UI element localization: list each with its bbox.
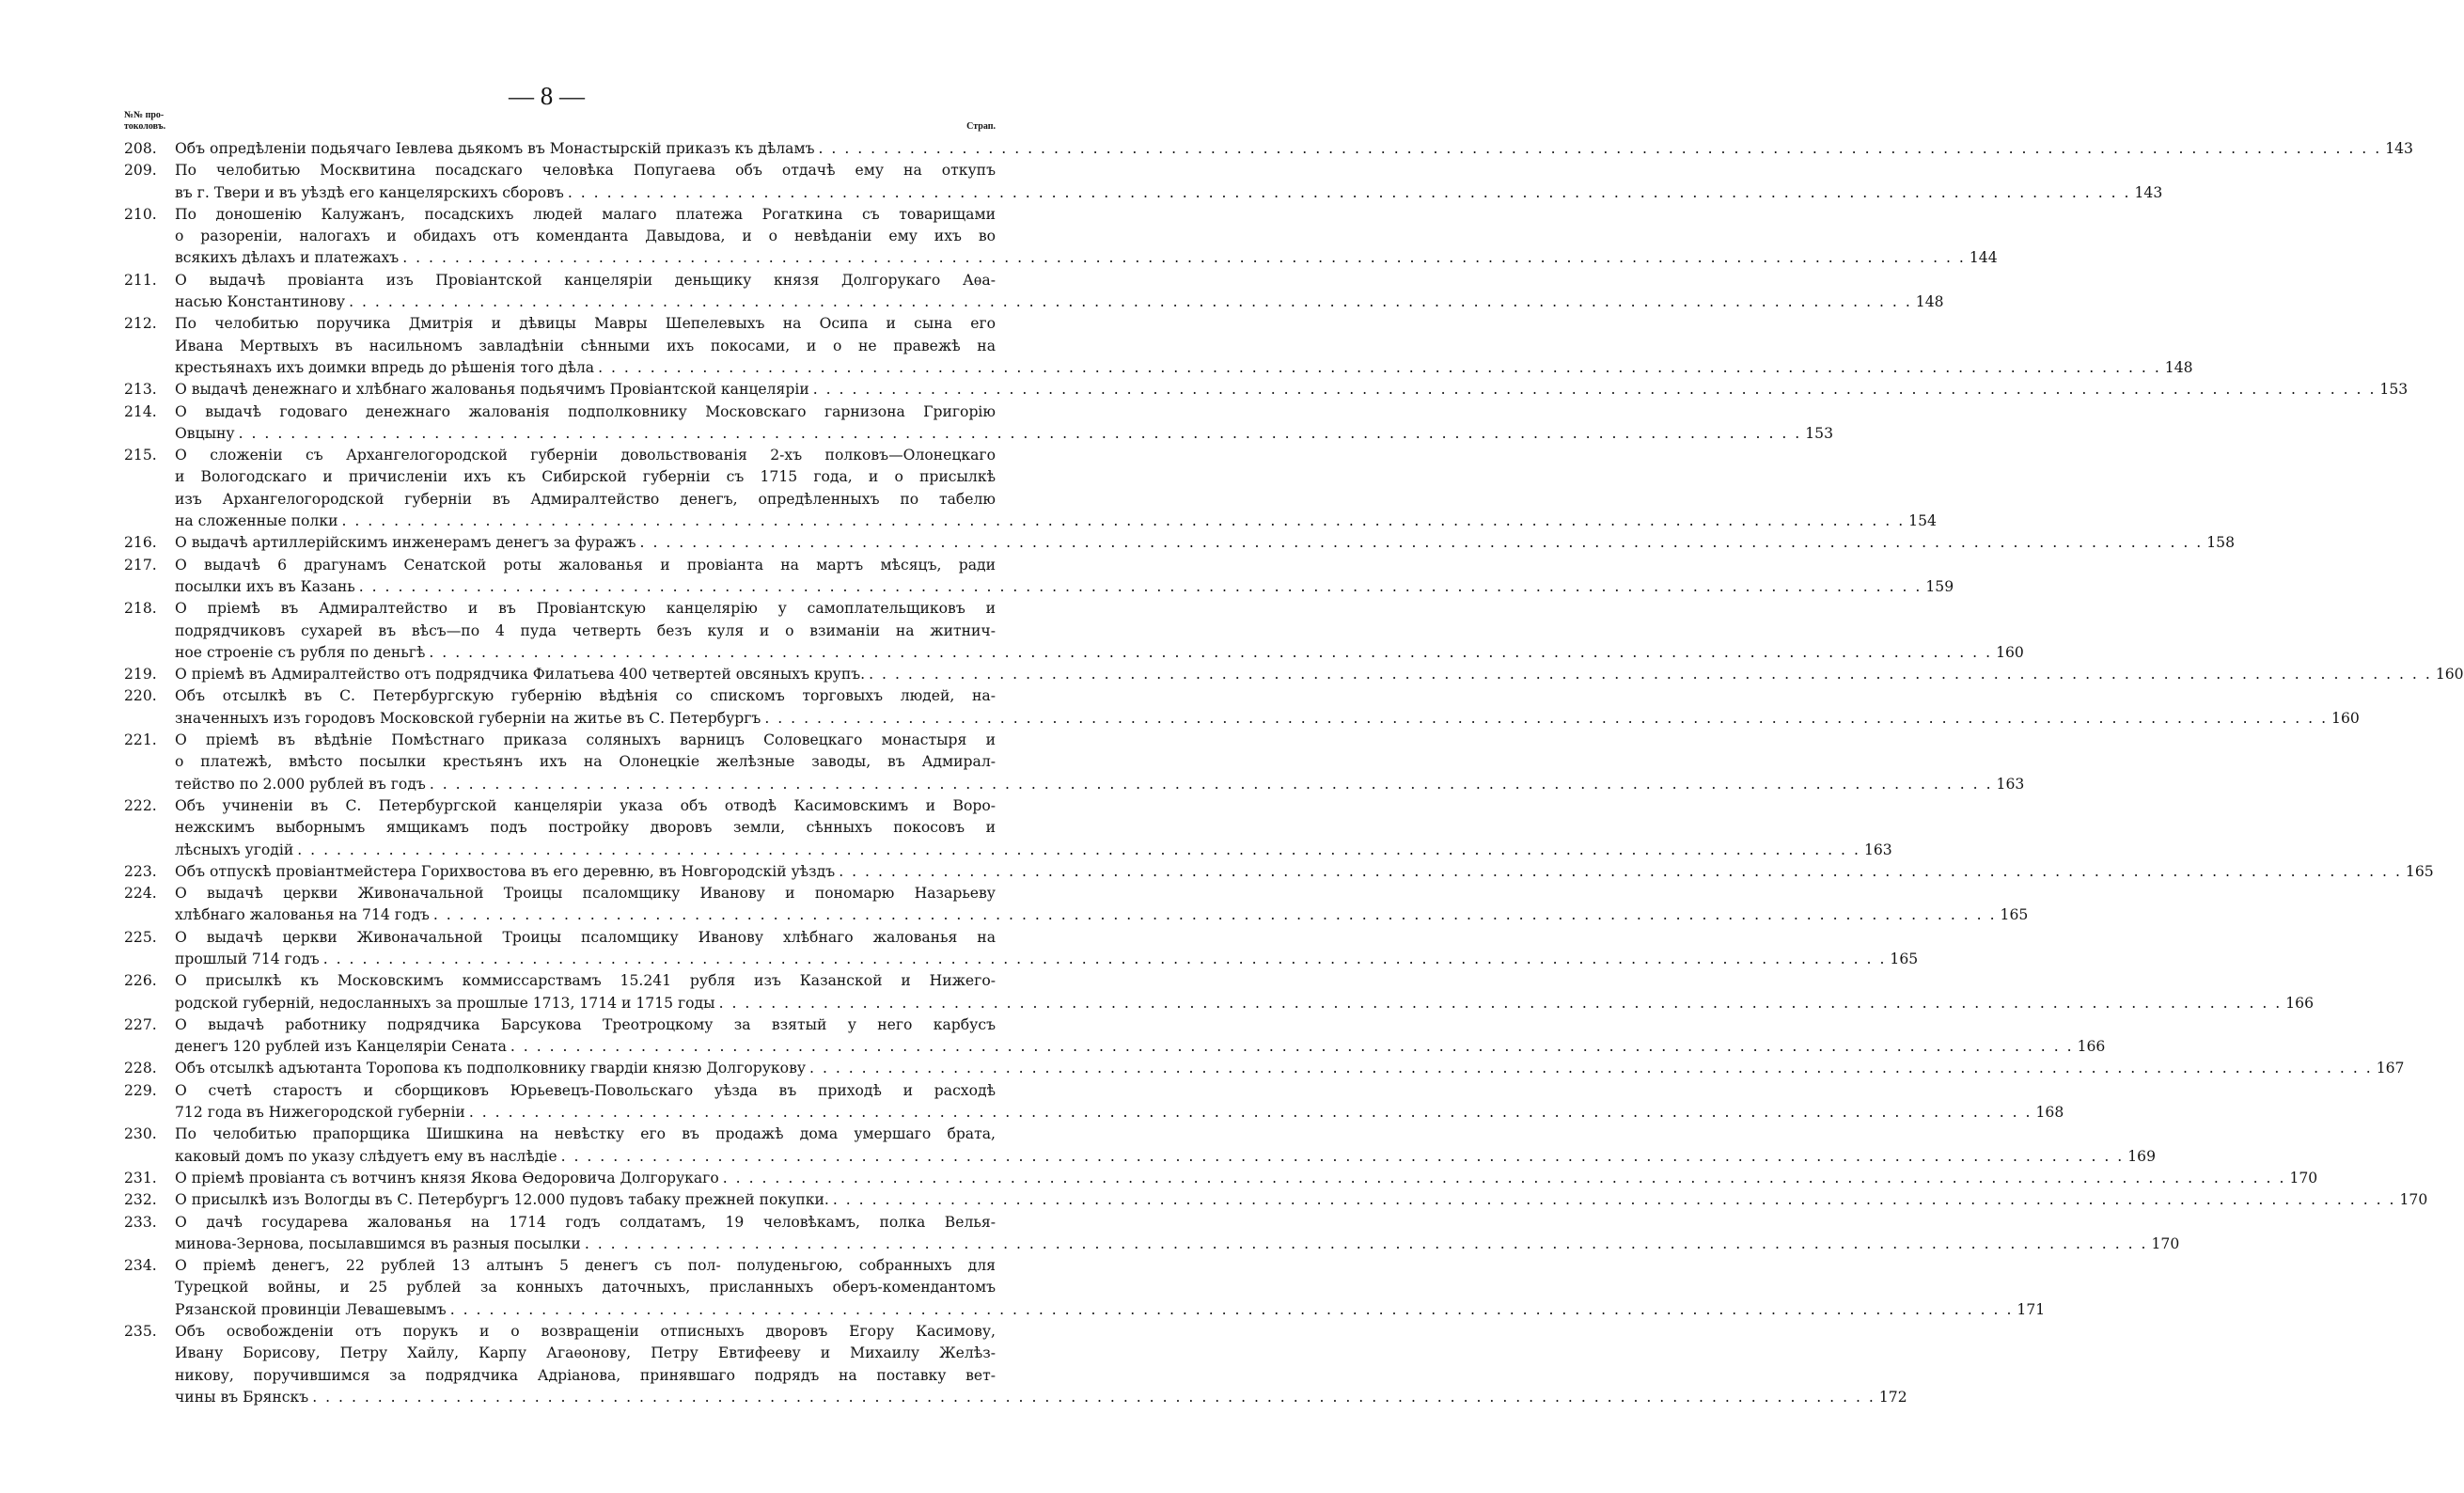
dot-leader: . . . . . . . . . . . . . . . . . . . . . . . . . . . . . . . . . . . . . . . . . . . . . . . . . . . . . . . . . . . . . . . . . . . . . . . . . . . . . . . . . . . . . . . . . . . . . . . . . . . . . . . . . . . . . . . . . . . . . . . . — [432, 906, 1997, 924]
page-reference: 170 — [2289, 1169, 2318, 1187]
entry-line-text: всякихъ дѣлахъ и платежахъ — [175, 249, 400, 267]
entry-line-text: значенныхъ изъ городовъ Московской губерніи на житье въ С. Петербургъ — [175, 709, 761, 727]
entry-text — [175, 861, 2434, 883]
entry-line: подрядчиковъ сухарей въ вѣсъ—по 4 пуда четверть безъ куля и о взиманіи на житнич- — [175, 621, 996, 639]
page-reference: 163 — [1863, 841, 1892, 858]
entry-line: Объ отсылкѣ въ С. Петербургскую губернію вѣдѣнія со спискомъ торговыхъ людей, на- — [175, 687, 996, 705]
dot-leader: . . . . . . . . . . . . . . . . . . . . . . . . . . . . . . . . . . . . . . . . . . . . . . . . . . . . . . . . . . . . . . . . . . . . . . . . . . . . . . . . . . . . . . . . . . . . . . . . . . . . . . . . . . . . . . . . . . . . . . . . — [639, 534, 2204, 552]
entry-line: и Вологодскаго и причисленіи ихъ къ Сибирской губерніи съ 1715 года, и о присылкѣ — [175, 468, 996, 486]
protocol-number: 227. — [124, 1015, 157, 1033]
list-item — [124, 664, 2464, 685]
page-reference: 170 — [2151, 1234, 2180, 1252]
protocol-number: 233. — [124, 1213, 157, 1231]
page-reference: 169 — [2127, 1147, 2157, 1165]
dot-leader: . . . . . . . . . . . . . . . . . . . . . . . . . . . . . . . . . . . . . . . . . . . . . . . . . . . . . . . . . . . . . . . . . . . . . . . . . . . . . . . . . . . . . . . . . . . . . . . . . . . . . . . . . . . . . . . . . . . . . . . . — [402, 249, 1966, 267]
page-reference: 159 — [1925, 577, 1954, 595]
entry-line — [175, 993, 2315, 1014]
page-reference: 154 — [1908, 512, 1937, 530]
dot-leader: . . . . . . . . . . . . . . . . . . . . . . . . . . . . . . . . . . . . . . . . . . . . . . . . . . . . . . . . . . . . . . . . . . . . . . . . . . . . . . . . . . . . . . . . . . . . . . . . . . . . . . . . . . . . . . . . . . . . . . . . — [598, 358, 2161, 376]
entry-line: изъ Архангелогородской губерніи въ Адмиралтейство денегъ, опредѣленныхъ по табелю — [175, 490, 996, 508]
dot-leader: . . . . . . . . . . . . . . . . . . . . . . . . . . . . . . . . . . . . . . . . . . . . . . . . . . . . . . . . . . . . . . . . . . . . . . . . . . . . . . . . . . . . . . . . . . . . . . . . . . . . . . . . . . . . . . . . . . . . . . . . — [297, 841, 1860, 858]
list-item — [124, 970, 2315, 1014]
list-item — [124, 1080, 2064, 1124]
protocol-number: 235. — [124, 1323, 157, 1341]
entry-text — [175, 379, 2409, 401]
entry-line: о разореніи, налогахъ и обидахъ отъ коменданта Давыдова, и о невѣданіи ему ихъ во — [175, 228, 996, 245]
entry-text — [175, 555, 1954, 599]
entry-line-text: О пріемѣ въ Адмиралтейство отъ подрядчика Филатьева 400 четвертей овсяныхъ крупъ. — [175, 666, 866, 684]
entry-line — [175, 511, 1937, 532]
dot-leader: . . . . . . . . . . . . . . . . . . . . . . . . . . . . . . . . . . . . . . . . . . . . . . . . . . . . . . . . . . . . . . . . . . . . . . . . . . . . . . . . . . . . . . . . . . . . . . . . . . . . . . . . . . . . . . . . . . . . . . . . — [818, 140, 2382, 157]
dot-leader: . . . . . . . . . . . . . . . . . . . . . . . . . . . . . . . . . . . . . . . . . . . . . . . . . . . . . . . . . . . . . . . . . . . . . . . . . . . . . . . . . . . . . . . . . . . . . . . . . . . . . . . . . . . . . . . . . . . . . . . . — [584, 1234, 2148, 1252]
page-reference: 160 — [1996, 643, 2024, 661]
entry-line — [175, 576, 1954, 598]
entry-line: Турецкой войны, и 25 рублей за конныхъ даточныхъ, присланныхъ оберъ-комендантомъ — [175, 1279, 996, 1297]
entry-text — [175, 927, 1919, 971]
entry-line: о платежѣ, вмѣсто посылки крестьянъ ихъ на Олонецкіе желѣзные заводы, въ Адмирал- — [175, 753, 996, 771]
entry-line: Объ учиненіи въ С. Петербургской канцеляріи указа объ отводѣ Касимовскимъ и Воро- — [175, 796, 996, 814]
protocol-number: 218. — [124, 600, 157, 618]
list-item — [124, 532, 2235, 554]
entry-line — [175, 1058, 2405, 1079]
entry-text — [175, 138, 2413, 160]
entry-line — [175, 1168, 2318, 1189]
dot-leader: . . . . . . . . . . . . . . . . . . . . . . . . . . . . . . . . . . . . . . . . . . . . . . . . . . . . . . . . . . . . . . . . . . . . . . . . . . . . . . . . . . . . . . . . . . . . . . . . . . . . . . . . . . . . . . . . . . . . . . . . — [764, 709, 2329, 727]
entry-line — [175, 904, 2029, 926]
page-reference: 171 — [2017, 1300, 2046, 1318]
list-item — [124, 1124, 2157, 1168]
entry-line-text: хлѣбнаго жалованья на 714 годъ — [175, 906, 430, 924]
page-column-header: Страп. — [966, 121, 996, 132]
dot-leader: . . . . . . . . . . . . . . . . . . . . . . . . . . . . . . . . . . . . . . . . . . . . . . . . . . . . . . . . . . . . . . . . . . . . . . . . . . . . . . . . . . . . . . . . . . . . . . . . . . . . . . . . . . . . . . . . . . . . . . . . — [238, 424, 1802, 442]
list-item — [124, 138, 2413, 160]
entry-line: По доношенію Калужанъ, посадскихъ людей малаго платежа Рогаткина съ товарищами — [175, 205, 996, 223]
entry-text — [175, 664, 2464, 685]
entry-line — [175, 423, 1834, 445]
entry-line-text: О присылкѣ изъ Вологды въ С. Петербургъ 12.000 пудовъ табаку прежней покупки. — [175, 1191, 829, 1209]
entry-line — [175, 1189, 2428, 1211]
entry-line: Объ освобожденіи отъ порукъ и о возвращеніи отписныхъ дворовъ Егору Касимову, — [175, 1323, 996, 1341]
list-item — [124, 883, 2029, 927]
page-reference: 143 — [2385, 140, 2413, 157]
dot-leader: . . . . . . . . . . . . . . . . . . . . . . . . . . . . . . . . . . . . . . . . . . . . . . . . . . . . . . . . . . . . . . . . . . . . . . . . . . . . . . . . . . . . . . . . . . . . . . . . . . . . . . . . . . . . . . . . . . . . . . . . — [322, 950, 1887, 967]
entry-line-text: ное строеніе съ рубля по деньгѣ — [175, 643, 426, 661]
list-item — [124, 927, 1919, 971]
protocol-number: 226. — [124, 972, 157, 990]
protocol-number: 212. — [124, 315, 157, 333]
entry-line — [175, 708, 2360, 730]
page-reference: 172 — [1878, 1388, 1907, 1406]
dot-leader: . . . . . . . . . . . . . . . . . . . . . . . . . . . . . . . . . . . . . . . . . . . . . . . . . . . . . . . . . . . . . . . . . . . . . . . . . . . . . . . . . . . . . . . . . . . . . . . . . . . . . . . . . . . . . . . . . . . . . . . . — [722, 1169, 2286, 1187]
dot-leader: . . . . . . . . . . . . . . . . . . . . . . . . . . . . . . . . . . . . . . . . . . . . . . . . . . . . . . . . . . . . . . . . . . . . . . . . . . . . . . . . . . . . . . . . . . . . . . . . . . . . . . . . . . . . . . . . . . . . . . . . — [312, 1388, 1875, 1406]
entry-line-text: на сложенные полки — [175, 512, 338, 530]
column-header-line: №№ про- — [124, 110, 165, 120]
entry-line: О пріемѣ денегъ, 22 рублей 13 алтынъ 5 денегъ съ пол- полуденьгою, собранныхъ для — [175, 1257, 996, 1275]
dot-leader: . . . . . . . . . . . . . . . . . . . . . . . . . . . . . . . . . . . . . . . . . . . . . . . . . . . . . . . . . . . . . . . . . . . . . . . . . . . . . . . . . . . . . . . . . . . . . . . . . . . . . . . . . . . . . . . . . . . . . . . . — [341, 512, 1906, 530]
list-item — [124, 795, 1892, 861]
dot-leader: . . . . . . . . . . . . . . . . . . . . . . . . . . . . . . . . . . . . . . . . . . . . . . . . . . . . . . . . . . . . . . . . . . . . . . . . . . . . . . . . . . . . . . . . . . . . . . . . . . . . . . . . . . . . . . . . . . . . . . . . — [809, 1060, 2373, 1077]
page-reference: 160 — [2435, 666, 2464, 684]
list-item — [124, 401, 1834, 446]
protocol-number: 210. — [124, 205, 157, 223]
entry-line-text: минова-Зернова, посылавшимся въ разныя посылки — [175, 1234, 581, 1252]
dot-leader: . . . . . . . . . . . . . . . . . . . . . . . . . . . . . . . . . . . . . . . . . . . . . . . . . . . . . . . . . . . . . . . . . . . . . . . . . . . . . . . . . . . . . . . . . . . . . . . . . . . . . . . . . . . . . . . . . . . . . . . . — [429, 643, 1993, 661]
entry-text — [175, 445, 1937, 532]
entry-text — [175, 160, 2163, 204]
entry-line — [175, 949, 1919, 970]
entry-line: О выдачѣ 6 драгунамъ Сенатской роты жалованья и провіанта на мартъ мѣсяцъ, ради — [175, 556, 996, 574]
entry-line-text: въ г. Твери и въ уѣздѣ его канцелярскихъ сборовъ — [175, 183, 564, 201]
entry-line: О выдачѣ годоваго денежнаго жалованія подполковнику Московскаго гарнизона Григорію — [175, 402, 996, 420]
page-reference: 165 — [1890, 950, 1919, 967]
page-reference: 170 — [2399, 1191, 2428, 1209]
page-number: — 8 — — [509, 82, 585, 110]
table-of-contents — [124, 138, 2464, 1408]
protocol-number: 228. — [124, 1060, 157, 1077]
entry-line-text: Объ отпускѣ провіантмейстера Горихвостова въ его деревню, въ Новгородскій уѣздъ — [175, 862, 836, 880]
entry-line: Ивану Борисову, Петру Хайлу, Карпу Агаѳонову, Петру Евтифееву и Михаилу Желѣз- — [175, 1344, 996, 1362]
entry-line — [175, 774, 2025, 795]
entry-line: О выдачѣ церкви Живоначальной Троицы псаломщику Иванову хлѣбнаго жалованья на — [175, 928, 996, 946]
entry-text — [175, 1321, 1907, 1408]
entry-text — [175, 1014, 2106, 1059]
dot-leader: . . . . . . . . . . . . . . . . . . . . . . . . . . . . . . . . . . . . . . . . . . . . . . . . . . . . . . . . . . . . . . . . . . . . . . . . . . . . . . . . . . . . . . . . . . . . . . . . . . . . . . . . . . . . . . . . . . . . . . . . — [839, 862, 2402, 880]
entry-text — [175, 1255, 2046, 1321]
entry-line: О пріемѣ въ вѣдѣніе Помѣстнаго приказа соляныхъ варницъ Соловецкаго монастыря и — [175, 731, 996, 749]
list-item — [124, 1058, 2405, 1079]
protocol-number: 216. — [124, 534, 157, 552]
entry-text — [175, 532, 2235, 554]
entry-line: О сложеніи съ Архангелогородской губерніи довольствованія 2-хъ полковъ—Олонецкаго — [175, 447, 996, 464]
protocol-number: 221. — [124, 731, 157, 749]
list-item — [124, 160, 2163, 204]
entry-line — [175, 291, 1944, 313]
entry-line: Ивана Мертвыхъ въ насильномъ завладѣніи сѣнными ихъ покосами, и о не правежѣ на — [175, 337, 996, 354]
column-header-line: токоловъ. — [124, 121, 166, 132]
entry-text — [175, 1168, 2318, 1189]
entry-line-text: денегъ 120 рублей изъ Канцеляріи Сената — [175, 1038, 507, 1056]
entry-text — [175, 1124, 2157, 1168]
entry-text — [175, 204, 1998, 270]
entry-line: О пріемѣ въ Адмиралтейство и въ Провіантскую канцелярію у самоплательщиковъ и — [175, 600, 996, 618]
entry-line-text: крестьянахъ ихъ доимки впредь до рѣшенія того дѣла — [175, 358, 595, 376]
list-item — [124, 445, 1937, 532]
list-item — [124, 1212, 2180, 1256]
entry-line — [175, 1299, 2046, 1321]
protocol-number: 223. — [124, 862, 157, 880]
entry-text — [175, 401, 1834, 446]
entry-line-text: О пріемѣ провіанта съ вотчинъ князя Якова Ѳедоровича Долгорукаго — [175, 1169, 719, 1187]
entry-text — [175, 1058, 2405, 1079]
dot-leader: . . . . . . . . . . . . . . . . . . . . . . . . . . . . . . . . . . . . . . . . . . . . . . . . . . . . . . . . . . . . . . . . . . . . . . . . . . . . . . . . . . . . . . . . . . . . . . . . . . . . . . . . . . . . . . . . . . . . . . . . — [429, 775, 1993, 793]
entry-line-text: посылки ихъ въ Казань — [175, 577, 355, 595]
protocol-number-column-header — [124, 110, 165, 133]
protocol-number: 234. — [124, 1257, 157, 1275]
entry-line-text: О выдачѣ денежнаго и хлѣбнаго жалованья подьячимъ Провіантской канцеляріи — [175, 381, 809, 399]
entry-line-text: родской губерній, недосланныхъ за прошлые 1713, 1714 и 1715 годы — [175, 994, 715, 1012]
dot-leader: . . . . . . . . . . . . . . . . . . . . . . . . . . . . . . . . . . . . . . . . . . . . . . . . . . . . . . . . . . . . . . . . . . . . . . . . . . . . . . . . . . . . . . . . . . . . . . . . . . . . . . . . . . . . . . . . . . . . . . . . — [560, 1147, 2125, 1165]
protocol-number: 222. — [124, 796, 157, 814]
entry-line: По челобитью прапорщика Шишкина на невѣстку его въ продажѣ дома умершаго брата, — [175, 1125, 996, 1143]
entry-line-text: каковый домъ по указу слѣдуетъ ему въ наслѣдіе — [175, 1147, 557, 1165]
entry-line — [175, 1387, 1907, 1408]
entry-line — [175, 1234, 2180, 1255]
entry-line — [175, 357, 2193, 379]
entry-line: По челобитью поручика Дмитрія и дѣвицы Мавры Шепелевыхъ на Осипа и сына его — [175, 315, 996, 333]
entry-line — [175, 138, 2413, 160]
entry-line-text: тейство по 2.000 рублей въ годъ — [175, 775, 426, 793]
list-item — [124, 1255, 2046, 1321]
entry-line: О выдачѣ провіанта изъ Провіантской канцеляріи деньщику князя Долгорукаго Аѳа- — [175, 271, 996, 289]
entry-line — [175, 182, 2163, 204]
page-reference: 148 — [1915, 293, 1944, 311]
entry-line: нежскимъ выборнымъ ямщикамъ подъ постройку дворовъ земли, сѣнныхъ покосовъ и — [175, 819, 996, 837]
page-reference: 166 — [2077, 1038, 2106, 1056]
page-reference: 143 — [2134, 183, 2163, 201]
protocol-number: 209. — [124, 162, 157, 180]
list-item — [124, 861, 2434, 883]
entry-line-text: О выдачѣ артиллерійскимъ инженерамъ денегъ за фуражъ — [175, 534, 636, 552]
entry-line — [175, 664, 2464, 685]
list-item — [124, 598, 2024, 664]
dot-leader: . . . . . . . . . . . . . . . . . . . . . . . . . . . . . . . . . . . . . . . . . . . . . . . . . . . . . . . . . . . . . . . . . . . . . . . . . . . . . . . . . . . . . . . . . . . . . . . . . . . . . . . . . . . . . . . . . . . . . . . . — [468, 1104, 2032, 1122]
entry-line-text: Объ опредѣленіи подьячаго Іевлева дьякомъ въ Монастырскій приказъ къ дѣламъ — [175, 140, 815, 157]
page-reference: 167 — [2376, 1060, 2405, 1077]
entry-text — [175, 795, 1892, 861]
protocol-number: 220. — [124, 687, 157, 705]
entry-line — [175, 840, 1892, 861]
protocol-number: 214. — [124, 402, 157, 420]
entry-text — [175, 970, 2315, 1014]
list-item — [124, 270, 1944, 314]
protocol-number: 215. — [124, 447, 157, 464]
entry-line — [175, 1146, 2157, 1168]
entry-line — [175, 1102, 2064, 1124]
entry-text — [175, 1189, 2428, 1211]
dot-leader: . . . . . . . . . . . . . . . . . . . . . . . . . . . . . . . . . . . . . . . . . . . . . . . . . . . . . . . . . . . . . . . . . . . . . . . . . . . . . . . . . . . . . . . . . . . . . . . . . . . . . . . . . . . . . . . . . . . . . . . . — [358, 577, 1923, 595]
list-item — [124, 730, 2025, 795]
page-reference: 158 — [2206, 534, 2235, 552]
entry-line — [175, 379, 2409, 401]
entry-text — [175, 883, 2029, 927]
entry-line-text: Объ отсылкѣ адъютанта Торопова къ подполковнику гвардіи князю Долгорукову — [175, 1060, 807, 1077]
page-reference: 168 — [2035, 1104, 2064, 1122]
entry-line-text: Рязанской провинціи Левашевымъ — [175, 1300, 447, 1318]
protocol-number: 217. — [124, 556, 157, 574]
entry-line-text: 712 года въ Нижегородской губерніи — [175, 1104, 465, 1122]
page-reference: 148 — [2164, 358, 2193, 376]
dot-leader: . . . . . . . . . . . . . . . . . . . . . . . . . . . . . . . . . . . . . . . . . . . . . . . . . . . . . . . . . . . . . . . . . . . . . . . . . . . . . . . . . . . . . . . . . . . . . . . . . . . . . . . . . . . . . . . . . . . . . . . . — [510, 1038, 2074, 1056]
protocol-number: 225. — [124, 928, 157, 946]
dot-leader: . . . . . . . . . . . . . . . . . . . . . . . . . . . . . . . . . . . . . . . . . . . . . . . . . . . . . . . . . . . . . . . . . . . . . . . . . . . . . . . . . . . . . . . . . . . . . . . . . . . . . . . . . . . . . . . . . . . . . . . . — [812, 381, 2377, 399]
list-item — [124, 379, 2409, 401]
entry-line — [175, 861, 2434, 883]
list-item — [124, 555, 1954, 599]
page-reference: 160 — [2331, 709, 2360, 727]
entry-text — [175, 1080, 2064, 1124]
entry-line: никову, поручившимся за подрядчика Адріанова, принявшаго подрядъ на поставку вет- — [175, 1366, 996, 1384]
entry-line — [175, 532, 2235, 554]
list-item — [124, 1189, 2428, 1211]
entry-line: О присылкѣ къ Московскимъ коммиссарствамъ 15.241 рубля изъ Казанской и Нижего- — [175, 972, 996, 990]
page-reference: 166 — [2285, 994, 2315, 1012]
protocol-number: 232. — [124, 1191, 157, 1209]
page-reference: 163 — [1996, 775, 2025, 793]
page-reference: 153 — [2379, 381, 2409, 399]
dot-leader: . . . . . . . . . . . . . . . . . . . . . . . . . . . . . . . . . . . . . . . . . . . . . . . . . . . . . . . . . . . . . . . . . . . . . . . . . . . . . . . . . . . . . . . . . . . . . . . . . . . . . . . . . . . . . . . . . . . . . . . . — [449, 1300, 2014, 1318]
entry-line-text: чины въ Брянскъ — [175, 1388, 309, 1406]
list-item — [124, 1014, 2106, 1059]
protocol-number: 230. — [124, 1125, 157, 1143]
entry-line: О выдачѣ церкви Живоначальной Троицы псаломщику Иванову и пономарю Назарьеву — [175, 885, 996, 903]
entry-text — [175, 685, 2360, 730]
entry-line — [175, 642, 2024, 664]
list-item — [124, 204, 1998, 270]
entry-line: По челобитью Москвитина посадскаго человѣка Попугаева объ отдачѣ ему на откупъ — [175, 162, 996, 180]
entry-line-text: прошлый 714 годъ — [175, 950, 320, 967]
protocol-number: 229. — [124, 1081, 157, 1099]
page-reference: 165 — [2000, 906, 2029, 924]
list-item — [124, 1168, 2318, 1189]
protocol-number: 219. — [124, 666, 157, 684]
dot-leader: . . . . . . . . . . . . . . . . . . . . . . . . . . . . . . . . . . . . . . . . . . . . . . . . . . . . . . . . . . . . . . . . . . . . . . . . . . . . . . . . . . . . . . . . . . . . . . . . . . . . . . . . . . . . . . . . . . . . . . . . — [832, 1191, 2396, 1209]
protocol-number: 208. — [124, 140, 157, 157]
protocol-number: 213. — [124, 381, 157, 399]
list-item — [124, 1321, 1907, 1408]
list-item — [124, 313, 2193, 379]
dot-leader: . . . . . . . . . . . . . . . . . . . . . . . . . . . . . . . . . . . . . . . . . . . . . . . . . . . . . . . . . . . . . . . . . . . . . . . . . . . . . . . . . . . . . . . . . . . . . . . . . . . . . . . . . . . . . . . . . . . . . . . . — [349, 293, 1912, 311]
entry-text — [175, 598, 2024, 664]
entry-text — [175, 730, 2025, 795]
entry-text — [175, 270, 1944, 314]
protocol-number: 224. — [124, 885, 157, 903]
dot-leader: . . . . . . . . . . . . . . . . . . . . . . . . . . . . . . . . . . . . . . . . . . . . . . . . . . . . . . . . . . . . . . . . . . . . . . . . . . . . . . . . . . . . . . . . . . . . . . . . . . . . . . . . . . . . . . . . . . . . . . . . — [567, 183, 2131, 201]
entry-text — [175, 1212, 2180, 1256]
entry-line — [175, 1036, 2106, 1058]
page-reference: 144 — [1969, 249, 1998, 267]
entry-line: О дачѣ государева жалованья на 1714 годъ солдатамъ, 19 человѣкамъ, полка Велья- — [175, 1213, 996, 1231]
entry-line-text: насью Константинову — [175, 293, 346, 311]
entry-line — [175, 247, 1998, 269]
entry-line: О выдачѣ работнику подрядчика Барсукова Треотроцкому за взятый у него карбусъ — [175, 1015, 996, 1033]
page-reference: 165 — [2405, 862, 2434, 880]
entry-text — [175, 313, 2193, 379]
entry-line-text: Овцыну — [175, 424, 235, 442]
dot-leader: . . . . . . . . . . . . . . . . . . . . . . . . . . . . . . . . . . . . . . . . . . . . . . . . . . . . . . . . . . . . . . . . . . . . . . . . . . . . . . . . . . . . . . . . . . . . . . . . . . . . . . . . . . . . . . . . . . . . . . . . — [869, 666, 2432, 684]
entry-line: О счетѣ старостъ и сборщиковъ Юрьевецъ-Повольскаго уѣзда въ приходѣ и расходѣ — [175, 1081, 996, 1099]
dot-leader: . . . . . . . . . . . . . . . . . . . . . . . . . . . . . . . . . . . . . . . . . . . . . . . . . . . . . . . . . . . . . . . . . . . . . . . . . . . . . . . . . . . . . . . . . . . . . . . . . . . . . . . . . . . . . . . . . . . . . . . . — [718, 994, 2283, 1012]
list-item — [124, 685, 2360, 730]
protocol-number: 231. — [124, 1169, 157, 1187]
page-reference: 153 — [1805, 424, 1834, 442]
entry-line-text: лѣсныхъ угодій — [175, 841, 294, 858]
protocol-number: 211. — [124, 271, 157, 289]
